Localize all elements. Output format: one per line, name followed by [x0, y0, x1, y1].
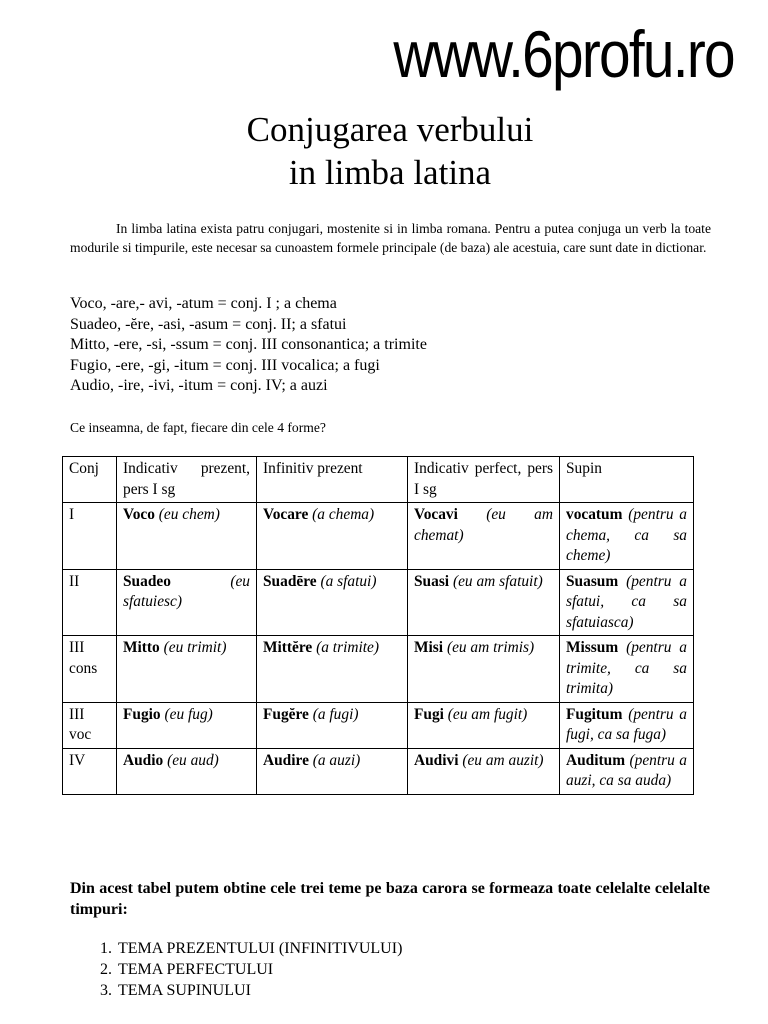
present-form: Fugio: [123, 705, 161, 723]
infinitive-form: Fugĕre: [263, 705, 309, 723]
perfect-form: Misi: [414, 639, 444, 656]
table-row: [63, 748, 694, 794]
cell-infinitive: [257, 503, 408, 570]
document-title: [0, 108, 768, 194]
cell-conj: III cons: [63, 636, 117, 703]
cell-supine: [560, 569, 694, 636]
infinitive-translation: (a auzi): [312, 751, 361, 769]
infinitive-form: Audire: [263, 751, 309, 769]
cell-perfect: [408, 748, 560, 794]
list-item: 3. TEMA SUPINULUI: [116, 980, 402, 1001]
conclusion-paragraph: Din acest tabel putem obtine cele trei teme pe baza carora se formeaza toate celelalte celelalte timpuri:: [70, 880, 710, 918]
verb-line: Audio, -ire, -ivi, -itum = conj. IV; a auzi: [70, 377, 328, 394]
verb-line: Mitto, -ere, -si, -ssum = conj. III consonantica; a trimite: [70, 336, 427, 353]
infinitive-form: Vocare: [263, 506, 309, 523]
perfect-form: Audivi: [414, 751, 459, 769]
supine-form: vocatum: [566, 506, 623, 523]
header-conj: Conj: [63, 457, 117, 503]
present-form: Audio: [123, 751, 164, 769]
cell-infinitive: [257, 702, 408, 748]
perfect-translation: (eu am fugit): [447, 705, 528, 723]
cell-present: [117, 569, 257, 636]
question-text: Ce inseamna, de fapt, fiecare din cele 4 forme?: [70, 420, 326, 435]
perfect-form: Suasi: [414, 572, 450, 590]
present-form: Mitto: [123, 639, 160, 656]
perfect-translation: (eu am trimis): [446, 639, 535, 656]
verb-line: Fugio, -ere, -gi, -itum = conj. III vocalica; a fugi: [70, 356, 380, 374]
supine-translation: (pentru a chema, ca sa cheme): [566, 506, 687, 564]
cell-supine: [560, 503, 694, 570]
cell-present: [117, 503, 257, 570]
perfect-form: Fugi: [414, 705, 444, 723]
header-infinitiv-prezent: Infinitiv prezent: [257, 457, 408, 503]
verb-line: Suadeo, -ĕre, -asi, -asum = conj. II; a sfatui: [70, 315, 347, 333]
table-header-row: [63, 457, 694, 503]
cell-conj: II: [63, 569, 117, 636]
present-translation: (eu fug): [164, 705, 213, 723]
table-row: [63, 503, 694, 570]
infinitive-form: Suadēre: [263, 572, 317, 590]
cell-supine: [560, 702, 694, 748]
title-line-1: Conjugarea verbului: [246, 110, 534, 149]
cell-conj: I: [63, 503, 117, 570]
present-form: Voco: [123, 506, 155, 523]
supine-translation: (pentru a auzi, ca sa auda): [566, 751, 687, 789]
table-row: [63, 569, 694, 636]
infinitive-translation: (a sfatui): [320, 572, 377, 590]
list-item: 2. TEMA PERFECTULUI: [116, 959, 402, 980]
infinitive-form: Mittĕre: [263, 639, 313, 656]
cell-perfect: [408, 503, 560, 570]
cell-infinitive: [257, 636, 408, 703]
cell-perfect: [408, 636, 560, 703]
cell-conj: III voc: [63, 702, 117, 748]
cell-supine: [560, 748, 694, 794]
perfect-form: Vocavi: [414, 506, 458, 523]
verb-line: Voco, -are,- avi, -atum = conj. I ; a chema: [70, 295, 337, 312]
header-indicativ-perfect: Indicativ perfect, pers I sg: [408, 457, 560, 503]
site-watermark: www.6profu.ro: [393, 17, 734, 91]
present-translation: (eu trimit): [163, 639, 227, 656]
conjugation-table: [62, 456, 694, 795]
supine-form: Missum: [566, 639, 619, 656]
supine-translation: (pentru a trimite, ca sa trimita): [566, 639, 687, 697]
supine-translation: (pentru a sfatui, ca sa sfatuiasca): [566, 572, 687, 631]
cell-supine: [560, 636, 694, 703]
present-translation: (eu sfatuiesc): [123, 572, 250, 610]
supine-translation: (pentru a fugi, ca sa fuga): [566, 705, 687, 743]
infinitive-translation: (a chema): [312, 506, 375, 523]
intro-paragraph: In limba latina exista patru conjugari, mostenite si in limba romana. Pentru a putea conjuga un verb la toate modurile si timpurile, este necesar sa cunoastem formele principale (de baza) ale acestuia, care sunt date in dictionar.: [70, 221, 711, 255]
infinitive-translation: (a trimite): [316, 639, 379, 656]
present-form: Suadeo: [123, 572, 171, 590]
table-row: [63, 702, 694, 748]
present-translation: (eu chem): [158, 506, 220, 523]
perfect-translation: (eu am auzit): [462, 751, 544, 769]
cell-conj: IV: [63, 748, 117, 794]
supine-form: Auditum: [566, 751, 626, 769]
header-supin: Supin: [560, 457, 694, 503]
table-row: [63, 636, 694, 703]
infinitive-translation: (a fugi): [312, 705, 359, 723]
present-translation: (eu aud): [167, 751, 219, 769]
cell-present: [117, 636, 257, 703]
supine-form: Fugitum: [566, 705, 623, 723]
verb-list: [70, 294, 427, 397]
perfect-translation: (eu am chemat): [414, 506, 553, 544]
list-item: 1. TEMA PREZENTULUI (INFINITIVULUI): [116, 938, 402, 959]
cell-infinitive: [257, 748, 408, 794]
supine-form: Suasum: [566, 572, 619, 590]
themes-list: [70, 938, 402, 1001]
cell-infinitive: [257, 569, 408, 636]
header-indicativ-prezent: Indicativ prezent, pers I sg: [117, 457, 257, 503]
title-line-2: in limba latina: [288, 153, 492, 192]
cell-perfect: [408, 702, 560, 748]
cell-present: [117, 702, 257, 748]
cell-present: [117, 748, 257, 794]
perfect-translation: (eu am sfatuit): [452, 572, 543, 590]
cell-perfect: [408, 569, 560, 636]
